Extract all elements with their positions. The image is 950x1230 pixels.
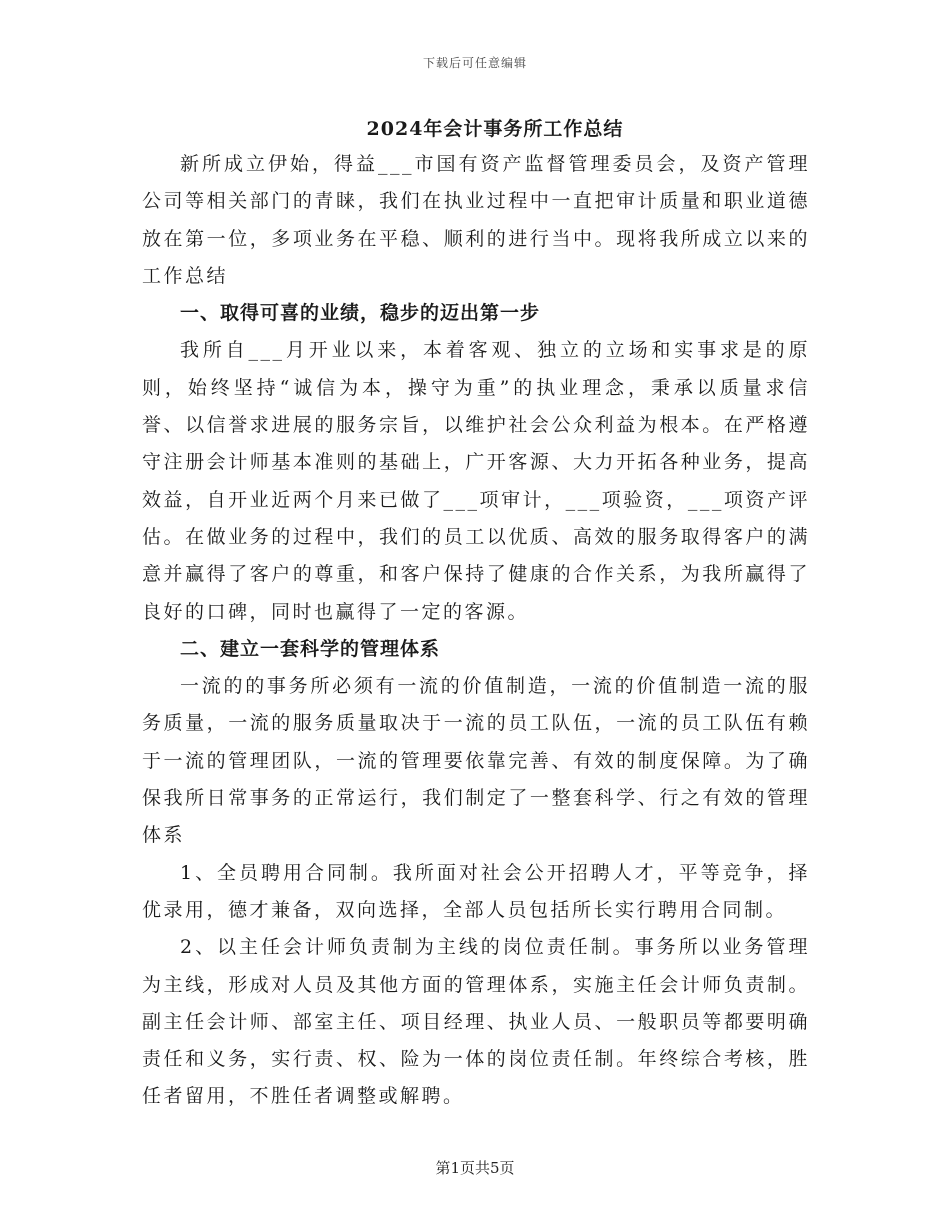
section-heading-2: 二、建立一套科学的管理体系: [180, 637, 441, 660]
section-heading-1: 一、取得可喜的业绩，稳步的迈出第一步: [180, 302, 541, 325]
section-2-item-2: 2、以主任会计师负责制为主线的岗位责任制。事务所以业务管理为主线，形成对人员及其他方面的管理体系，实施主任会计师负责制。副主任会计师、部室主任、项目经理、执业人员、一般职员等都要明确责任和义务，实行责、权、险为一体的岗位责任制。年终综合考核，胜任者留用，不胜任者调整或解聘。: [142, 936, 810, 1108]
section-2-item-1: 1、全员聘用合同制。我所面对社会公开招聘人才，平等竞争，择优录用，德才兼备，双向选择，全部人员包括所长实行聘用合同制。: [142, 861, 810, 921]
header-note: 下载后可任意编辑: [422, 56, 527, 70]
intro-paragraph: 新所成立伊始，得益___市国有资产监督管理委员会，及资产管理公司等相关部门的青睐，我们在执业过程中一直把审计质量和职业道德放在第一位，多项业务在平稳、顺利的进行当中。现将我所成立以来的工作总结: [142, 153, 810, 287]
page-number: 第1页共5页: [435, 1159, 515, 1177]
document-title: 2024年会计事务所工作总结: [366, 118, 624, 140]
document-body: [142, 146, 810, 1116]
section-2-paragraph: 一流的的事务所必须有一流的价值制造，一流的价值制造一流的服务质量，一流的服务质量取决于一流的员工队伍，一流的员工队伍有赖于一流的管理团队，一流的管理要依靠完善、有效的制度保障。为了确保我所日常事务的正常运行，我们制定了一整套科学、行之有效的管理体系: [142, 675, 810, 847]
section-1-paragraph: 我所自___月开业以来，本着客观、独立的立场和实事求是的原则，始终坚持“诚信为本，操守为重”的执业理念，秉承以质量求信誉、以信誉求进展的服务宗旨，以维护社会公众利益为根本。在严格遵守注册会计师基本准则的基础上，广开客源、大力开拓各种业务，提高效益，自开业近两个月来已做了___项审计，___项验资，___项资产评估。在做业务的过程中，我们的员工以优质、高效的服务取得客户的满意并赢得了客户的尊重，和客户保持了健康的合作关系，为我所赢得了良好的口碑，同时也赢得了一定的客源。: [142, 339, 810, 623]
